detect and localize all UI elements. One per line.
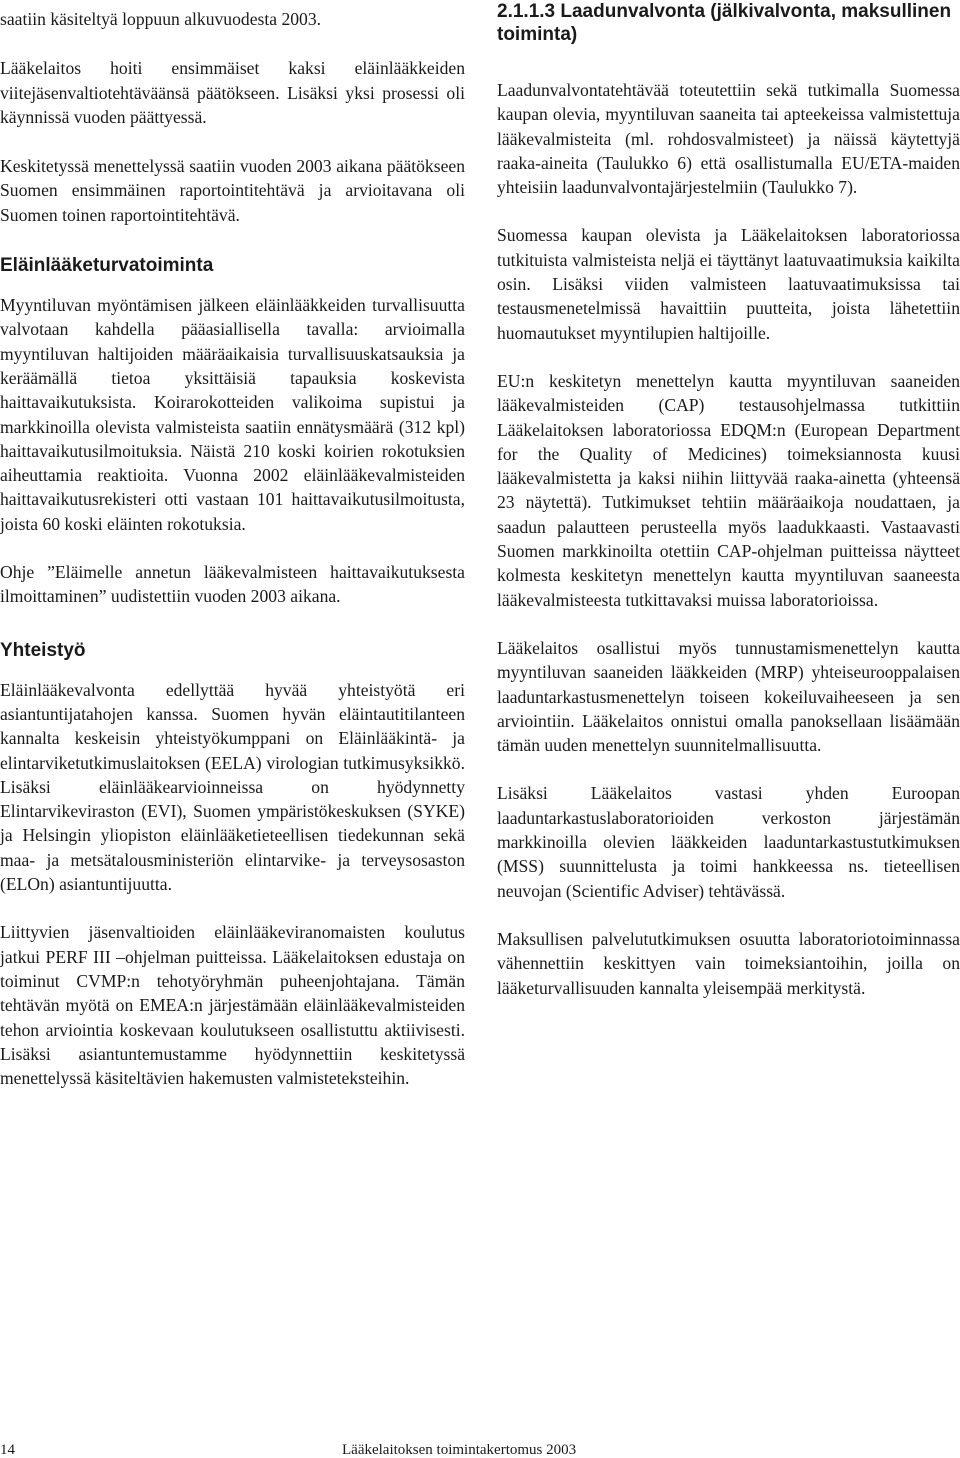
paragraph: Lääkelaitos hoiti ensimmäiset kaksi eläinlääkkeiden viitejäsenvaltiotehtäväänsä päätökseen. Lisäksi yksi prosessi oli käynnissä vuoden päättyessä. bbox=[0, 58, 465, 127]
paragraph: Suomessa kaupan olevista ja Lääkelaitoksen laboratoriossa tutkituista valmisteista neljä ei täyttänyt laatuvaatimuksia kaikilta osin. Lisäksi viiden valmisteen laatuvaatimuksissa tai testausmenetelmissä havaittiin puutteita, joista lähetettiin huomautukset myyntilupien haltijoille. bbox=[497, 225, 960, 343]
right-column bbox=[497, 0, 960, 1000]
paragraph: Lisäksi Lääkelaitos vastasi yhden Euroopan laaduntarkastuslaboratorioiden verkoston järjestämän markkinoilla olevien lääkkeiden laaduntarkastustutkimuksen (MSS) suunnittelusta ja toimi hankkeessa ns. tieteellisen neuvojan (Scientific Adviser) tehtävässä. bbox=[497, 783, 960, 901]
paragraph: saatiin käsiteltyä loppuun alkuvuodesta 2003. bbox=[0, 9, 322, 29]
left-column bbox=[0, 0, 465, 1090]
paragraph: Maksullisen palvelututkimuksen osuutta laboratoriotoiminnassa vähennettiin keskittyen vain toimeksiantoihin, joilla on lääketurvallisuuden kannalta yleisempää merkitystä. bbox=[497, 928, 960, 998]
page-number: 14 bbox=[0, 1442, 15, 1458]
paragraph: Lääkelaitos osallistui myös tunnustamismenettelyn kautta myyntiluvan saaneiden lääkkeiden (MRP) yhteiseurooppalaisen laaduntarkastusmenettelyn toiseen kokeiluvaiheeseen ja sen arviointiin. Lääkelaitos onnistui omalla panoksellaan lisäämään tämän uuden menettelyn suunnitelmallisuutta. bbox=[497, 637, 960, 756]
paragraph: Ohje ”Eläimelle annetun lääkevalmisteen haittavaikutuksesta ilmoittaminen” uudistettiin vuoden 2003 aikana. bbox=[0, 562, 465, 607]
section-heading: Eläinlääketurvatoiminta bbox=[0, 255, 214, 277]
paragraph: Keskitetyssä menettelyssä saatiin vuoden 2003 aikana päätökseen Suomen ensimmäinen raportointitehtävä ja arvioitavana oli Suomen toinen raportointitehtävä. bbox=[0, 156, 465, 225]
section-heading: 2.1.1.3 Laadunvalvonta (jälkivalvonta, maksullinen toiminta) bbox=[497, 1, 952, 45]
paragraph: Myyntiluvan myöntämisen jälkeen eläinlääkkeiden turvallisuutta valvotaan kahdella pääasiallisella tavalla: arvioimalla myyntiluvan haltijoiden määräaikaisia turvallisuuskatsauksia ja keräämällä tietoa yksittäisiä tapauksia koskevista haittavaikutuksista. Koirarokotteiden valikoima supistui ja markkinoilla olevista valmisteista saatiin ennätysmäärä (312 kpl) haittavaikutusilmoituksia. Näistä 210 koski koirien rokotuksien aiheuttamia reaktioita. Vuonna 2002 eläinlääkevalmisteiden haittavaikutusrekisteri otti vastaan 101 haittavaikutusilmoitusta, joista 60 koski eläinten rokotuksia. bbox=[0, 295, 465, 534]
paragraph: Liittyvien jäsenvaltioiden eläinlääkeviranomaisten koulutus jatkui PERF III –ohjelman puitteissa. Lääkelaitoksen edustaja on toiminut CVMP:n tehotyöryhmän puheenjohtajana. Tämän tehtävän myötä on EMEA:n järjestämään eläinlääkevalmisteiden tehon arviointia koskevaan koulutukseen osallistuttu aktiivisesti. Lisäksi asiantuntemustamme hyödynnettiin keskitetyssä menettelyssä käsiteltävien hakemusten valmisteteksteihin. bbox=[0, 922, 465, 1089]
section-heading: Yhteistyö bbox=[0, 639, 86, 661]
paragraph: EU:n keskitetyn menettelyn kautta myyntiluvan saaneiden lääkevalmisteiden (CAP) testausohjelmassa tutkittiin Lääkelaitoksen laboratoriossa EDQM:n (European Department for the Quality of Medicines) toimeksiannosta kuusi lääkevalmistetta ja kaksi niihin liittyvää raaka-ainetta (yhteensä 23 näytettä). Tutkimukset tehtiin määräaikoja noudattaen, ja saadun palautteen perusteella myös laadukkaasti. Vastaavasti Suomen markkinoilta otettiin CAP-ohjelman puitteissa näytteet kolmesta keskitetyn menettelyn kautta myyntiluvan saaneesta lääkevalmisteesta tutkittavaksi muissa laboratorioissa. bbox=[497, 370, 960, 610]
paragraph: Eläinlääkevalvonta edellyttää hyvää yhteistyötä eri asiantuntijatahojen kanssa. Suomen hyvän eläintautitilanteen kannalta keskeisin yhteistyökumppani on Eläinlääkintä- ja elintarviketutkimuslaitoksen (EELA) virologian tutkimusyksikkö. Lisäksi eläinlääkearvioinneissa on hyödynnetty Elintarvikeviraston (EVI), Suomen ympäristökeskuksen (SYKE) ja Helsingin yliopiston eläinlääketieteellisen tiedekunnan sekä maa- ja metsätalousministeriön elintarvike- ja terveysosaston (ELOn) asiantuntijuutta. bbox=[0, 679, 465, 895]
publication-title: Lääkelaitoksen toimintakertomus 2003 bbox=[342, 1442, 577, 1458]
paragraph: Laadunvalvontatehtävää toteutettiin sekä tutkimalla Suomessa kaupan olevia, myyntiluvan saaneita tai apteekeissa valmistettuja lääkevalmisteita (ml. rohdosvalmisteet) ja näissä käytettyjä raaka-aineita (Taulukko 6) että osallistumalla EU/ETA-maiden yhteisiin laadunvalvontajärjestelmiin (Taulukko 7). bbox=[497, 80, 960, 198]
